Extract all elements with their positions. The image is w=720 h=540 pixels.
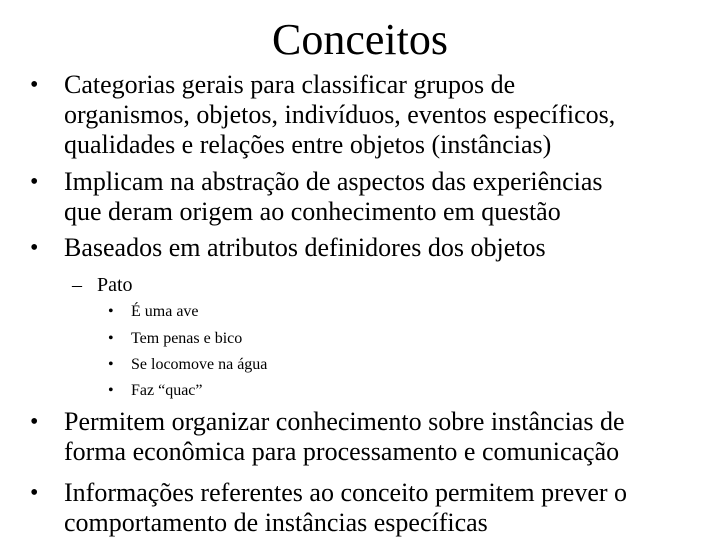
bullet-marker: •: [108, 356, 114, 373]
bullet-marker: •: [30, 169, 39, 195]
dash-marker: –: [72, 274, 82, 296]
bullet-marker: •: [30, 480, 39, 506]
bullet-marker: •: [108, 330, 114, 347]
sub-item-label: Pato: [97, 274, 133, 296]
bullet-line: forma econômica para processamento e comunicação: [64, 437, 620, 466]
sub-sub-item-text: Se locomove na água: [131, 356, 268, 373]
slide-title: Conceitos: [272, 15, 448, 64]
bullet-marker: •: [108, 382, 114, 399]
bullet-marker: •: [108, 303, 114, 320]
bullet-item-permitem: [30, 407, 704, 467]
bullet-line: Informações referentes ao conceito permitem prever o: [64, 478, 628, 507]
sub-sub-item-text: É uma ave: [131, 303, 199, 320]
sub-sub-item-text: Tem penas e bico: [131, 330, 243, 347]
bullet-line: qualidades e relações entre objetos (instâncias): [64, 130, 552, 159]
bullet-line: Implicam na abstração de aspectos das experiências: [64, 167, 603, 196]
bullet-marker: •: [30, 409, 39, 435]
bullet-marker: •: [30, 72, 39, 98]
sub-sub-item: [108, 302, 199, 322]
bullet-line: que deram origem ao conhecimento em questão: [64, 197, 561, 226]
sub-sub-item: [108, 329, 243, 349]
bullet-marker: •: [30, 235, 39, 261]
bullet-line: Baseados em atributos definidores dos objetos: [64, 233, 546, 262]
bullet-item-implicam: [30, 167, 704, 227]
bullet-item-baseados: [30, 233, 704, 263]
bullet-line: comportamento de instâncias específicas: [64, 508, 488, 537]
bullet-line: organismos, objetos, indivíduos, eventos específicos,: [64, 100, 616, 129]
bullet-line: Categorias gerais para classificar grupos de: [64, 70, 516, 99]
bullet-item-categorias: [30, 70, 704, 160]
sub-sub-item: [108, 381, 203, 401]
sub-item-pato: [72, 273, 133, 297]
sub-sub-item: [108, 355, 268, 375]
sub-sub-item-text: Faz “quac”: [131, 382, 203, 399]
bullet-item-informacoes: [30, 478, 704, 538]
bullet-line: Permitem organizar conhecimento sobre instâncias de: [64, 407, 625, 436]
